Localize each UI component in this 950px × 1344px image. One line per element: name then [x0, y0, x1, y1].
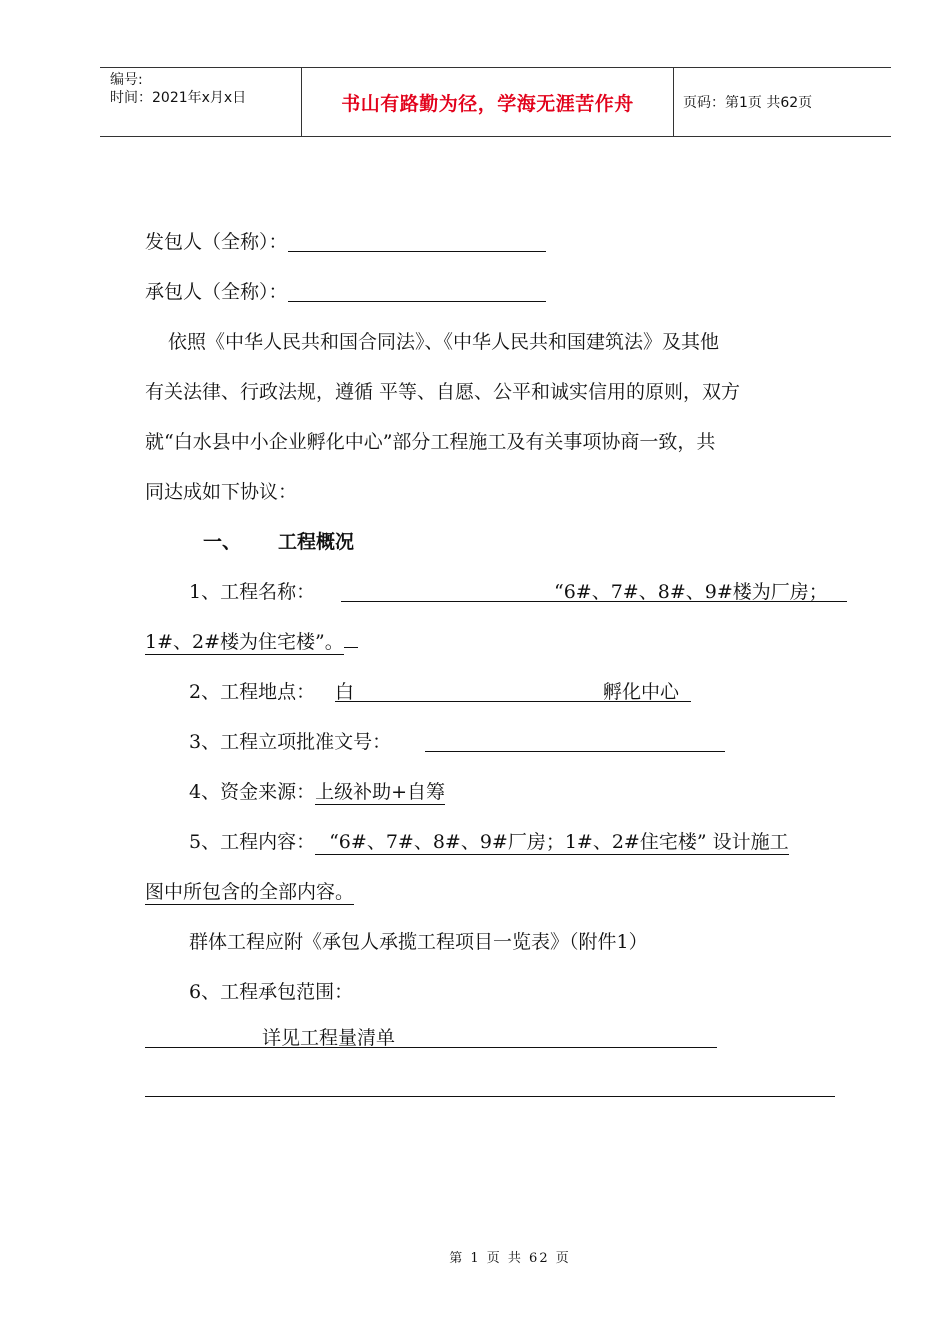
item1-value-cont — [145, 630, 358, 654]
time-label: 时间：2021年x月x日 — [110, 90, 247, 106]
header-motto: 书山有路勤为径，学海无涯苦作舟 — [341, 92, 634, 115]
item1-value: “6#、7#、8#、9#楼为厂房； — [554, 581, 828, 603]
employer-label: 发包人（全称）： — [145, 231, 288, 253]
underline-pad — [344, 646, 358, 648]
item4-line — [189, 780, 445, 804]
item1-value-cont-text: 1#、2#楼为住宅楼”。 — [145, 631, 344, 653]
section-number: 一、 — [203, 531, 242, 553]
header-meta — [110, 71, 246, 107]
item2-value-b: 孵化中心 — [603, 681, 680, 703]
item3-blank[interactable] — [425, 751, 725, 752]
header-divider — [673, 68, 674, 136]
item4-label: 4、资金来源： — [189, 781, 316, 803]
item6-blank-line[interactable] — [145, 1096, 835, 1097]
intro-line: 就“白水县中小企业孵化中心”部分工程施工及有关事项协商一致，共 — [145, 431, 716, 453]
item4-value: 上级补助+自筹 — [315, 781, 446, 803]
item6-value: 详见工程量清单 — [262, 1027, 396, 1049]
intro-line: 同达成如下协议： — [145, 481, 298, 503]
item2-label: 2、工程地点： — [189, 681, 316, 703]
document-header — [100, 67, 891, 137]
item6-underline — [145, 1047, 717, 1048]
item5-value-cont — [145, 880, 354, 904]
employer-line — [145, 230, 546, 254]
intro-line: 有关法律、行政法规，遵循 平等、自愿、公平和诚实信用的原则，双方 — [145, 381, 741, 403]
item2-value-a: 白 — [335, 681, 355, 703]
item5-label: 5、工程内容： — [189, 831, 316, 853]
item1-label: 1、工程名称： — [189, 581, 316, 603]
page-footer: 第 1 页 共 62 页 — [449, 1251, 571, 1266]
group-note: 群体工程应附《承包人承揽工程项目一览表》（附件1） — [189, 931, 648, 953]
contractor-line — [145, 280, 546, 304]
contractor-label: 承包人（全称）： — [145, 281, 288, 303]
intro-line: 依照《中华人民共和国合同法》、《中华人民共和国建筑法》及其他 — [168, 331, 720, 353]
item5-value: “6#、7#、8#、9#厂房；1#、2#住宅楼” 设计施工 — [315, 831, 789, 855]
header-page-info: 页码：第1页 共62页 — [683, 95, 813, 111]
contractor-blank[interactable] — [288, 281, 546, 302]
item5-value-cont-text: 图中所包含的全部内容。 — [145, 881, 355, 903]
item3-label: 3、工程立项批准文号： — [189, 731, 392, 753]
item5-line — [189, 830, 789, 854]
item6-label: 6、工程承包范围： — [189, 981, 354, 1003]
employer-blank[interactable] — [288, 231, 546, 252]
number-label: 编号: — [110, 72, 143, 88]
section-title: 工程概况 — [278, 531, 355, 553]
